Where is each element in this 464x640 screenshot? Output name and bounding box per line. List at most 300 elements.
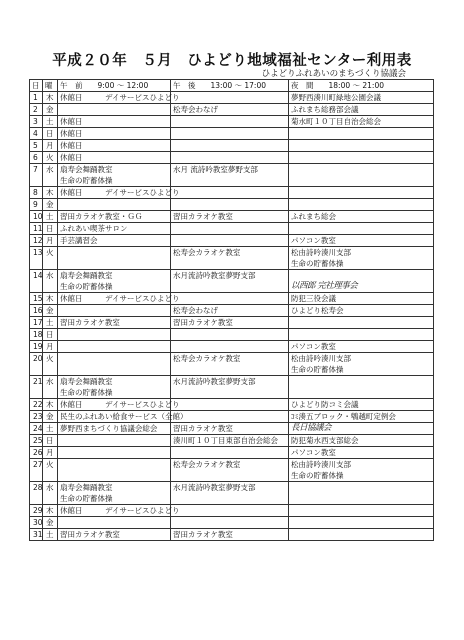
schedule-entry xyxy=(173,258,286,269)
table-row xyxy=(30,399,434,411)
day-cell: 28 xyxy=(30,482,43,505)
morning-cell xyxy=(58,247,171,270)
night-cell xyxy=(289,235,434,247)
morning-cell xyxy=(58,435,171,447)
schedule-entry: 民生のふれあい給食サービス（全館） xyxy=(60,412,188,421)
schedule-entry: 松寿会わなげ xyxy=(173,306,218,315)
night-cell xyxy=(289,411,434,423)
table-row xyxy=(30,353,434,376)
schedule-entry: ふれまち総務部会議 xyxy=(291,105,359,114)
schedule-entry: 水月流詩吟教室夢野支部 xyxy=(173,483,256,492)
day-cell: 14 xyxy=(30,270,43,293)
schedule-entry xyxy=(60,199,168,210)
day-cell: 25 xyxy=(30,435,43,447)
schedule-entry xyxy=(60,247,168,258)
night-cell xyxy=(289,116,434,128)
afternoon-cell xyxy=(171,305,289,317)
day-cell: 3 xyxy=(30,116,43,128)
night-cell xyxy=(289,164,434,187)
schedule-entry xyxy=(60,470,168,481)
schedule-entry xyxy=(173,199,286,210)
weekday-cell: 月 xyxy=(43,140,58,152)
schedule-entry xyxy=(173,364,286,375)
table-row xyxy=(30,317,434,329)
day-cell: 16 xyxy=(30,305,43,317)
schedule-entry xyxy=(60,459,168,470)
table-row xyxy=(30,140,434,152)
schedule-entry xyxy=(291,482,431,493)
day-cell: 6 xyxy=(30,152,43,164)
afternoon-cell xyxy=(171,399,289,411)
schedule-entry xyxy=(291,529,431,540)
morning-cell xyxy=(58,92,180,104)
night-cell xyxy=(289,317,434,329)
schedule-entry: 松寿会カラオケ教室 xyxy=(173,248,241,257)
day-cell: 15 xyxy=(30,293,43,305)
day-cell: 21 xyxy=(30,376,43,399)
schedule-entry: 休館日 xyxy=(60,153,83,162)
afternoon-cell xyxy=(171,435,289,447)
table-row xyxy=(30,447,434,459)
day-cell: 5 xyxy=(30,140,43,152)
schedule-entry: 水月 流詩吟教室夢野支部 xyxy=(173,165,258,174)
header-morning: 午 前 9:00 ～ 12:00 xyxy=(58,80,171,92)
schedule-entry xyxy=(291,376,431,387)
schedule-entry xyxy=(173,293,286,304)
schedule-entry xyxy=(291,387,431,398)
table-row xyxy=(30,223,434,235)
day-cell: 31 xyxy=(30,529,43,541)
night-cell xyxy=(289,423,434,435)
night-cell xyxy=(289,293,434,305)
afternoon-cell xyxy=(171,293,289,305)
night-cell xyxy=(289,92,434,104)
night-cell xyxy=(289,435,434,447)
night-cell xyxy=(289,482,434,505)
weekday-cell: 月 xyxy=(43,341,58,353)
schedule-entry xyxy=(173,187,286,198)
schedule-entry xyxy=(173,281,286,292)
morning-cell xyxy=(58,164,171,187)
morning-cell xyxy=(58,341,171,353)
afternoon-cell xyxy=(171,423,289,435)
schedule-entry xyxy=(173,329,286,340)
schedule-entry xyxy=(60,447,168,458)
day-cell: 9 xyxy=(30,199,43,211)
weekday-cell: 木 xyxy=(43,399,58,411)
morning-cell xyxy=(58,305,171,317)
header-dow: 曜 xyxy=(43,80,58,92)
schedule-entry: 習田カラオケ教室 xyxy=(60,318,120,327)
schedule-entry: 水月流詩吟教室夢野支部 xyxy=(173,377,256,386)
day-cell: 4 xyxy=(30,128,43,140)
afternoon-cell xyxy=(171,529,289,541)
afternoon-cell xyxy=(171,505,289,517)
schedule-entry xyxy=(60,364,168,375)
table-row xyxy=(30,164,434,187)
day-cell: 29 xyxy=(30,505,43,517)
weekday-cell: 水 xyxy=(43,376,58,399)
schedule-entry: 扇寿会舞踊教室 xyxy=(60,377,113,386)
morning-cell xyxy=(58,293,180,305)
morning-cell xyxy=(58,317,171,329)
schedule-entry xyxy=(291,329,431,340)
day-cell: 2 xyxy=(30,104,43,116)
table-row xyxy=(30,376,434,399)
day-cell: 20 xyxy=(30,353,43,376)
schedule-entry: 休館日 デイサービスひよどり xyxy=(60,506,180,515)
afternoon-cell xyxy=(171,116,289,128)
weekday-cell: 土 xyxy=(43,116,58,128)
night-cell xyxy=(289,128,434,140)
table-row xyxy=(30,187,434,199)
day-cell: 17 xyxy=(30,317,43,329)
afternoon-cell xyxy=(171,341,289,353)
day-cell: 7 xyxy=(30,164,43,187)
afternoon-cell xyxy=(171,459,289,482)
schedule-entry xyxy=(173,152,286,163)
schedule-entry xyxy=(291,175,431,186)
night-cell xyxy=(289,104,434,116)
schedule-entry: 松由詩吟湊川支部 xyxy=(291,248,351,257)
day-cell: 22 xyxy=(30,399,43,411)
weekday-cell: 土 xyxy=(43,423,58,435)
morning-cell xyxy=(58,329,171,341)
weekday-cell: 金 xyxy=(43,411,58,423)
weekday-cell: 日 xyxy=(43,128,58,140)
schedule-entry: 防犯菊水西支部総会 xyxy=(291,436,359,445)
schedule-table xyxy=(29,79,434,541)
day-cell: 26 xyxy=(30,447,43,459)
night-cell xyxy=(289,341,434,353)
table-header-row xyxy=(30,80,434,92)
schedule-entry: 水月流詩吟教室夢野支部 xyxy=(173,271,256,280)
afternoon-cell xyxy=(171,104,289,116)
schedule-entry xyxy=(173,387,286,398)
organization-name: ひよどりふれあいのまちづくり協議会 xyxy=(261,69,406,79)
schedule-entry: 習田カラオケ教室 xyxy=(173,530,233,539)
day-cell: 10 xyxy=(30,211,43,223)
handwritten-note: 長日協議会 xyxy=(291,423,332,433)
schedule-entry: 生命の貯蓄体操 xyxy=(60,494,113,503)
schedule-entry: パソコン教室 xyxy=(291,448,336,457)
schedule-entry: 習田カラオケ教室 xyxy=(60,530,120,539)
schedule-entry: 扇寿会舞踊教室 xyxy=(60,165,113,174)
schedule-entry xyxy=(173,128,286,139)
weekday-cell: 火 xyxy=(43,353,58,376)
schedule-entry: 湊川町１０丁目東部自治会総会 xyxy=(173,436,278,445)
night-cell xyxy=(289,353,434,376)
day-cell: 11 xyxy=(30,223,43,235)
afternoon-cell xyxy=(171,247,289,270)
morning-cell xyxy=(58,529,171,541)
schedule-entry xyxy=(291,164,431,175)
weekday-cell: 金 xyxy=(43,305,58,317)
schedule-body xyxy=(30,92,434,541)
schedule-entry: 生命の貯蓄体操 xyxy=(60,176,113,185)
schedule-entry xyxy=(291,187,431,198)
schedule-entry: 扇寿会舞踊教室 xyxy=(60,271,113,280)
schedule-entry: 生命の貯蓄体操 xyxy=(60,282,113,291)
schedule-entry: 休館日 デイサービスひよどり xyxy=(60,294,180,303)
schedule-entry xyxy=(291,505,431,516)
header-afternoon: 午 後 13:00 ～ 17:00 xyxy=(171,80,289,92)
morning-cell xyxy=(58,187,180,199)
schedule-entry: 松寿会カラオケ教室 xyxy=(173,354,241,363)
afternoon-cell xyxy=(171,140,289,152)
schedule-entry: 松由詩吟湊川支部 xyxy=(291,460,351,469)
afternoon-cell xyxy=(171,353,289,376)
schedule-entry: 松寿会カラオケ教室 xyxy=(173,460,241,469)
table-row xyxy=(30,529,434,541)
table-row xyxy=(30,128,434,140)
morning-cell xyxy=(58,116,171,128)
weekday-cell: 土 xyxy=(43,317,58,329)
afternoon-cell xyxy=(171,329,289,341)
handwritten-note: 以西郎 完社理事会 xyxy=(291,281,358,291)
morning-cell xyxy=(58,423,171,435)
page-title: 平成２０年 ５月 ひよどり地域福祉センター利用表 xyxy=(52,53,412,69)
weekday-cell: 火 xyxy=(43,459,58,482)
day-cell: 27 xyxy=(30,459,43,482)
schedule-entry xyxy=(173,116,286,127)
header-night: 夜 間 18:00 ～ 21:00 xyxy=(289,80,434,92)
night-cell xyxy=(289,140,434,152)
header-day: 日 xyxy=(30,80,43,92)
night-cell xyxy=(289,247,434,270)
day-cell: 8 xyxy=(30,187,43,199)
schedule-entry: 扇寿会舞踊教室 xyxy=(60,483,113,492)
table-row xyxy=(30,482,434,505)
schedule-entry xyxy=(291,140,431,151)
morning-cell xyxy=(58,376,171,399)
schedule-entry: 夢野西まちづくり協議会総会 xyxy=(60,424,158,433)
schedule-entry xyxy=(173,235,286,246)
weekday-cell: 木 xyxy=(43,187,58,199)
weekday-cell: 木 xyxy=(43,92,58,104)
morning-cell xyxy=(58,211,171,223)
weekday-cell: 金 xyxy=(43,199,58,211)
schedule-entry: 休館日 xyxy=(60,117,83,126)
day-cell: 12 xyxy=(30,235,43,247)
afternoon-cell xyxy=(171,517,289,529)
table-row xyxy=(30,152,434,164)
schedule-entry xyxy=(291,128,431,139)
schedule-entry xyxy=(291,199,431,210)
afternoon-cell xyxy=(171,187,289,199)
schedule-entry xyxy=(60,435,168,446)
schedule-entry xyxy=(173,399,286,410)
morning-cell xyxy=(58,517,171,529)
schedule-entry xyxy=(60,258,168,269)
table-row xyxy=(30,293,434,305)
schedule-entry: 習田カラオケ教室 xyxy=(173,424,233,433)
schedule-entry xyxy=(291,152,431,163)
weekday-cell: 水 xyxy=(43,482,58,505)
night-cell xyxy=(289,517,434,529)
weekday-cell: 木 xyxy=(43,505,58,517)
morning-cell xyxy=(58,353,171,376)
table-row xyxy=(30,235,434,247)
morning-cell xyxy=(58,270,171,293)
afternoon-cell xyxy=(171,152,289,164)
morning-cell xyxy=(58,505,180,517)
schedule-entry xyxy=(291,317,431,328)
schedule-entry: ふれあい喫茶サロン xyxy=(60,224,128,233)
afternoon-cell xyxy=(171,376,289,399)
table-row xyxy=(30,505,434,517)
schedule-entry: 休館日 デイサービスひよどり xyxy=(60,400,180,409)
night-cell xyxy=(289,211,434,223)
night-cell xyxy=(289,376,434,399)
weekday-cell: 土 xyxy=(43,211,58,223)
afternoon-cell xyxy=(171,235,289,247)
morning-cell xyxy=(58,140,171,152)
schedule-entry xyxy=(173,447,286,458)
table-row xyxy=(30,247,434,270)
table-row xyxy=(30,459,434,482)
morning-cell xyxy=(58,459,171,482)
table-row xyxy=(30,517,434,529)
schedule-entry: 生命の貯蓄体操 xyxy=(291,365,344,374)
schedule-entry: 休館日 デイサービスひよどり xyxy=(60,188,180,197)
night-cell xyxy=(289,305,434,317)
schedule-entry xyxy=(173,411,286,422)
morning-cell xyxy=(58,223,171,235)
night-cell xyxy=(289,447,434,459)
table-row xyxy=(30,116,434,128)
schedule-entry: 防犯三役会議 xyxy=(291,294,336,303)
schedule-entry xyxy=(60,104,168,115)
table-row xyxy=(30,92,434,104)
schedule-entry xyxy=(173,341,286,352)
night-cell xyxy=(289,459,434,482)
weekday-cell: 月 xyxy=(43,447,58,459)
day-cell: 23 xyxy=(30,411,43,423)
schedule-entry: 手芸講習会 xyxy=(60,236,98,245)
schedule-entry: パソコン教室 xyxy=(291,236,336,245)
weekday-cell: 火 xyxy=(43,152,58,164)
schedule-entry: ひよどり防コミ会議 xyxy=(291,400,359,409)
schedule-entry xyxy=(60,305,168,316)
schedule-entry: 松寿会わなげ xyxy=(173,105,218,114)
table-row xyxy=(30,211,434,223)
night-cell xyxy=(289,152,434,164)
day-cell: 18 xyxy=(30,329,43,341)
night-cell xyxy=(289,223,434,235)
morning-cell xyxy=(58,104,171,116)
schedule-entry: ふれまち総会 xyxy=(291,212,336,221)
table-row xyxy=(30,329,434,341)
morning-cell xyxy=(58,235,171,247)
afternoon-cell xyxy=(171,164,289,187)
morning-cell xyxy=(58,199,171,211)
night-cell xyxy=(289,505,434,517)
morning-cell xyxy=(58,152,171,164)
night-cell xyxy=(289,270,434,293)
schedule-entry: 習田カラオケ教室 xyxy=(173,318,233,327)
table-row xyxy=(30,270,434,293)
afternoon-cell xyxy=(171,411,289,423)
schedule-entry xyxy=(173,175,286,186)
morning-cell xyxy=(58,482,171,505)
schedule-entry: 休館日 xyxy=(60,141,83,150)
night-cell xyxy=(289,199,434,211)
schedule-entry xyxy=(173,470,286,481)
schedule-entry xyxy=(60,341,168,352)
weekday-cell: 水 xyxy=(43,164,58,187)
schedule-entry xyxy=(173,223,286,234)
schedule-entry: 習田カラオケ教室・ＧＧ xyxy=(60,212,143,221)
schedule-entry xyxy=(173,505,286,516)
schedule-entry: 習田カラオケ教室 xyxy=(173,212,233,221)
table-row xyxy=(30,435,434,447)
afternoon-cell xyxy=(171,92,289,104)
weekday-cell: 月 xyxy=(43,235,58,247)
schedule-entry xyxy=(60,353,168,364)
morning-cell xyxy=(58,128,171,140)
afternoon-cell xyxy=(171,199,289,211)
schedule-entry: ｺﾐ湊五ブロック・鵯越町定例会 xyxy=(291,412,396,421)
schedule-entry xyxy=(60,329,168,340)
table-row xyxy=(30,305,434,317)
day-cell: 24 xyxy=(30,423,43,435)
afternoon-cell xyxy=(171,482,289,505)
weekday-cell: 日 xyxy=(43,223,58,235)
weekday-cell: 木 xyxy=(43,293,58,305)
weekday-cell: 火 xyxy=(43,247,58,270)
table-row xyxy=(30,104,434,116)
weekday-cell: 水 xyxy=(43,270,58,293)
afternoon-cell xyxy=(171,447,289,459)
morning-cell xyxy=(58,399,180,411)
day-cell: 19 xyxy=(30,341,43,353)
schedule-entry: ひよどり松寿会 xyxy=(291,306,344,315)
schedule-entry xyxy=(173,517,286,528)
weekday-cell: 土 xyxy=(43,529,58,541)
day-cell: 1 xyxy=(30,92,43,104)
night-cell xyxy=(289,529,434,541)
schedule-entry: 生命の貯蓄体操 xyxy=(291,259,344,268)
afternoon-cell xyxy=(171,211,289,223)
day-cell: 30 xyxy=(30,517,43,529)
schedule-entry xyxy=(291,270,431,281)
schedule-entry: 休館日 xyxy=(60,129,83,138)
schedule-entry xyxy=(291,493,431,504)
night-cell xyxy=(289,399,434,411)
table-row xyxy=(30,411,434,423)
night-cell xyxy=(289,187,434,199)
weekday-cell: 日 xyxy=(43,329,58,341)
schedule-entry: 休館日 デイサービスひよどり xyxy=(60,93,180,102)
table-row xyxy=(30,341,434,353)
weekday-cell: 金 xyxy=(43,104,58,116)
morning-cell xyxy=(58,411,188,423)
afternoon-cell xyxy=(171,270,289,293)
schedule-entry xyxy=(291,223,431,234)
table-row xyxy=(30,199,434,211)
table-row xyxy=(30,423,434,435)
schedule-entry: 松由詩吟湊川支部 xyxy=(291,354,351,363)
afternoon-cell xyxy=(171,223,289,235)
afternoon-cell xyxy=(171,128,289,140)
afternoon-cell xyxy=(171,317,289,329)
schedule-entry xyxy=(173,493,286,504)
schedule-entry: 菊水町１０丁目自治会総会 xyxy=(291,117,381,126)
day-cell: 13 xyxy=(30,247,43,270)
schedule-entry xyxy=(60,517,168,528)
schedule-entry xyxy=(291,517,431,528)
